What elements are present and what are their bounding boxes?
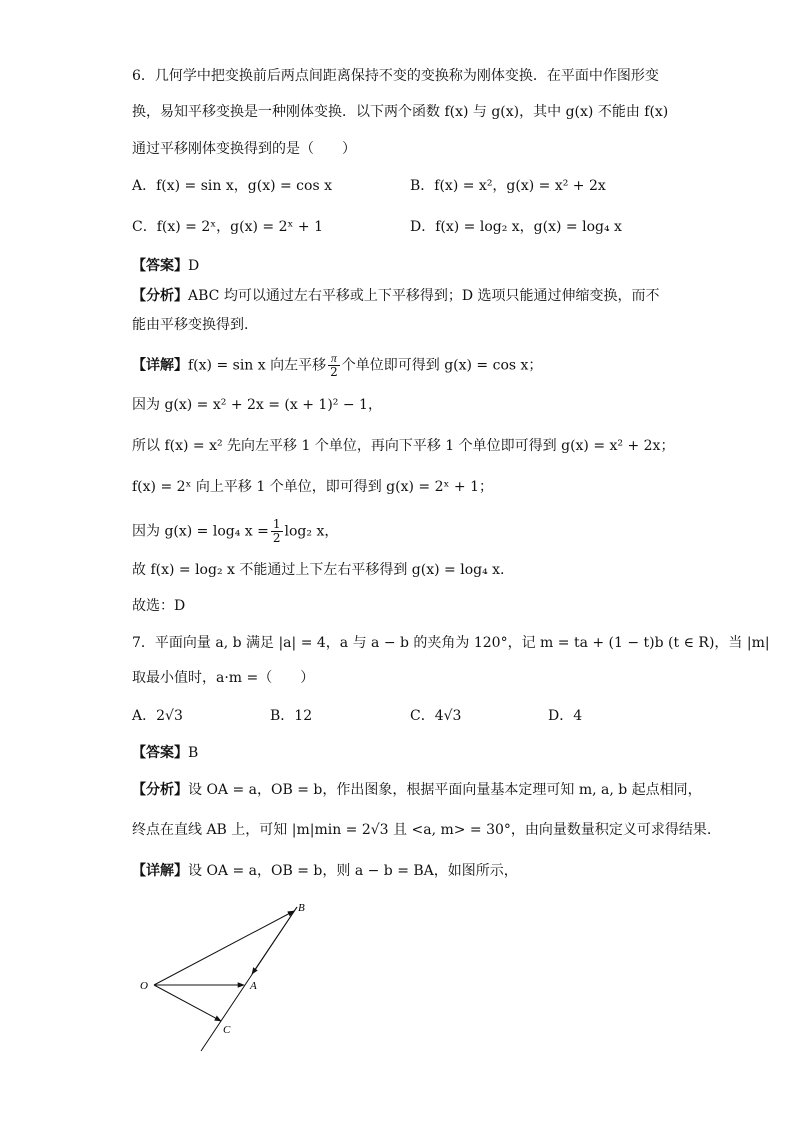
answer-tag: 【答案】 (132, 745, 188, 761)
detail-tag: 【详解】 (132, 863, 188, 879)
point-label-a: A (250, 980, 257, 992)
answer-value: D (188, 258, 200, 274)
answer-value: B (188, 745, 199, 761)
q6-conclusion: 故选：D (132, 598, 186, 614)
q6-analysis-line2: 能由平移变换得到. (132, 317, 249, 333)
q7-stem-line2: 取最小值时，a·m =（ ） (132, 670, 315, 686)
q7-analysis-line2: 终点在直线 AB 上，可知 |m|min = 2√3 且 <a, m> = 30°，由向量数量积定义可求得结果. (132, 822, 712, 838)
point-label-c: C (223, 1024, 231, 1036)
fraction-denominator: 2 (272, 531, 281, 545)
q6-stem-line1: 6．几何学中把变换前后两点间距离保持不变的变换称为刚体变换．在平面中作图形变 (132, 68, 659, 84)
detail-tag: 【详解】 (132, 357, 188, 374)
point-label-o: O (140, 980, 148, 992)
detail-text: f(x) = sin x 向左平移 (188, 357, 327, 374)
q6-detail-line4: f(x) = 2ˣ 向上平移 1 个单位，即可得到 g(x) = 2ˣ + 1； (132, 479, 493, 495)
detail-text: 因为 g(x) = log₄ x = (132, 523, 269, 540)
fraction-numerator: 1 (272, 517, 281, 531)
q7-option-c: C．4√3 (410, 708, 462, 724)
q7-stem-line1: 7．平面向量 a, b 满足 |a| = 4，a 与 a − b 的夹角为 120°，记 m = ta + (1 − t)b (t ∈ R)，当 |m| (132, 635, 770, 651)
vector-ob (154, 911, 294, 985)
q7-option-b: B．12 (270, 708, 313, 724)
q6-option-b: B．f(x) = x²，g(x) = x² + 2x (410, 178, 606, 194)
q6-option-a: A．f(x) = sin x，g(x) = cos x (132, 178, 332, 194)
analysis-tag: 【分析】 (132, 288, 188, 304)
q6-stem-line3: 通过平移刚体变换得到的是（ ） (132, 141, 356, 157)
q7-option-d: D．4 (548, 708, 583, 724)
analysis-text: ABC 均可以通过左右平移或上下平移得到；D 选项只能通过伸缩变换，而不 (188, 288, 660, 304)
q6-detail-line3: 所以 f(x) = x² 先向左平移 1 个单位，再向下平移 1 个单位即可得到 g(x) = x² + 2x； (132, 438, 675, 454)
answer-tag: 【答案】 (132, 258, 188, 274)
q6-stem-line2: 换，易知平移变换是一种刚体变换．以下两个函数 f(x) 与 g(x)，其中 g(x) 不能由 f(x) (132, 104, 669, 120)
q6-option-c: C．f(x) = 2ˣ，g(x) = 2ˣ + 1 (132, 219, 323, 235)
analysis-tag: 【分析】 (132, 782, 188, 798)
q6-detail-line6: 故 f(x) = log₂ x 不能通过上下左右平移得到 g(x) = log₄ x. (132, 562, 505, 578)
analysis-text: 设 OA = a，OB = b，作出图象，根据平面向量基本定理可知 m, a, b 起点相同， (188, 782, 702, 798)
detail-text: 设 OA = a，OB = b，则 a − b = BA，如图所示， (188, 863, 518, 879)
point-label-b: B (298, 902, 305, 914)
fraction-denominator: 2 (330, 365, 338, 379)
vector-oc (154, 985, 221, 1021)
detail-text: log₂ x， (284, 523, 339, 540)
q6-detail-line2: 因为 g(x) = x² + 2x = (x + 1)² − 1， (132, 397, 382, 413)
q6-option-d: D．f(x) = log₂ x，g(x) = log₄ x (410, 219, 622, 235)
vector-ba (252, 907, 297, 974)
detail-text: 个单位即可得到 g(x) = cos x； (341, 357, 543, 374)
fraction-numerator: π (328, 352, 340, 366)
q7-option-a: A．2√3 (132, 708, 183, 724)
